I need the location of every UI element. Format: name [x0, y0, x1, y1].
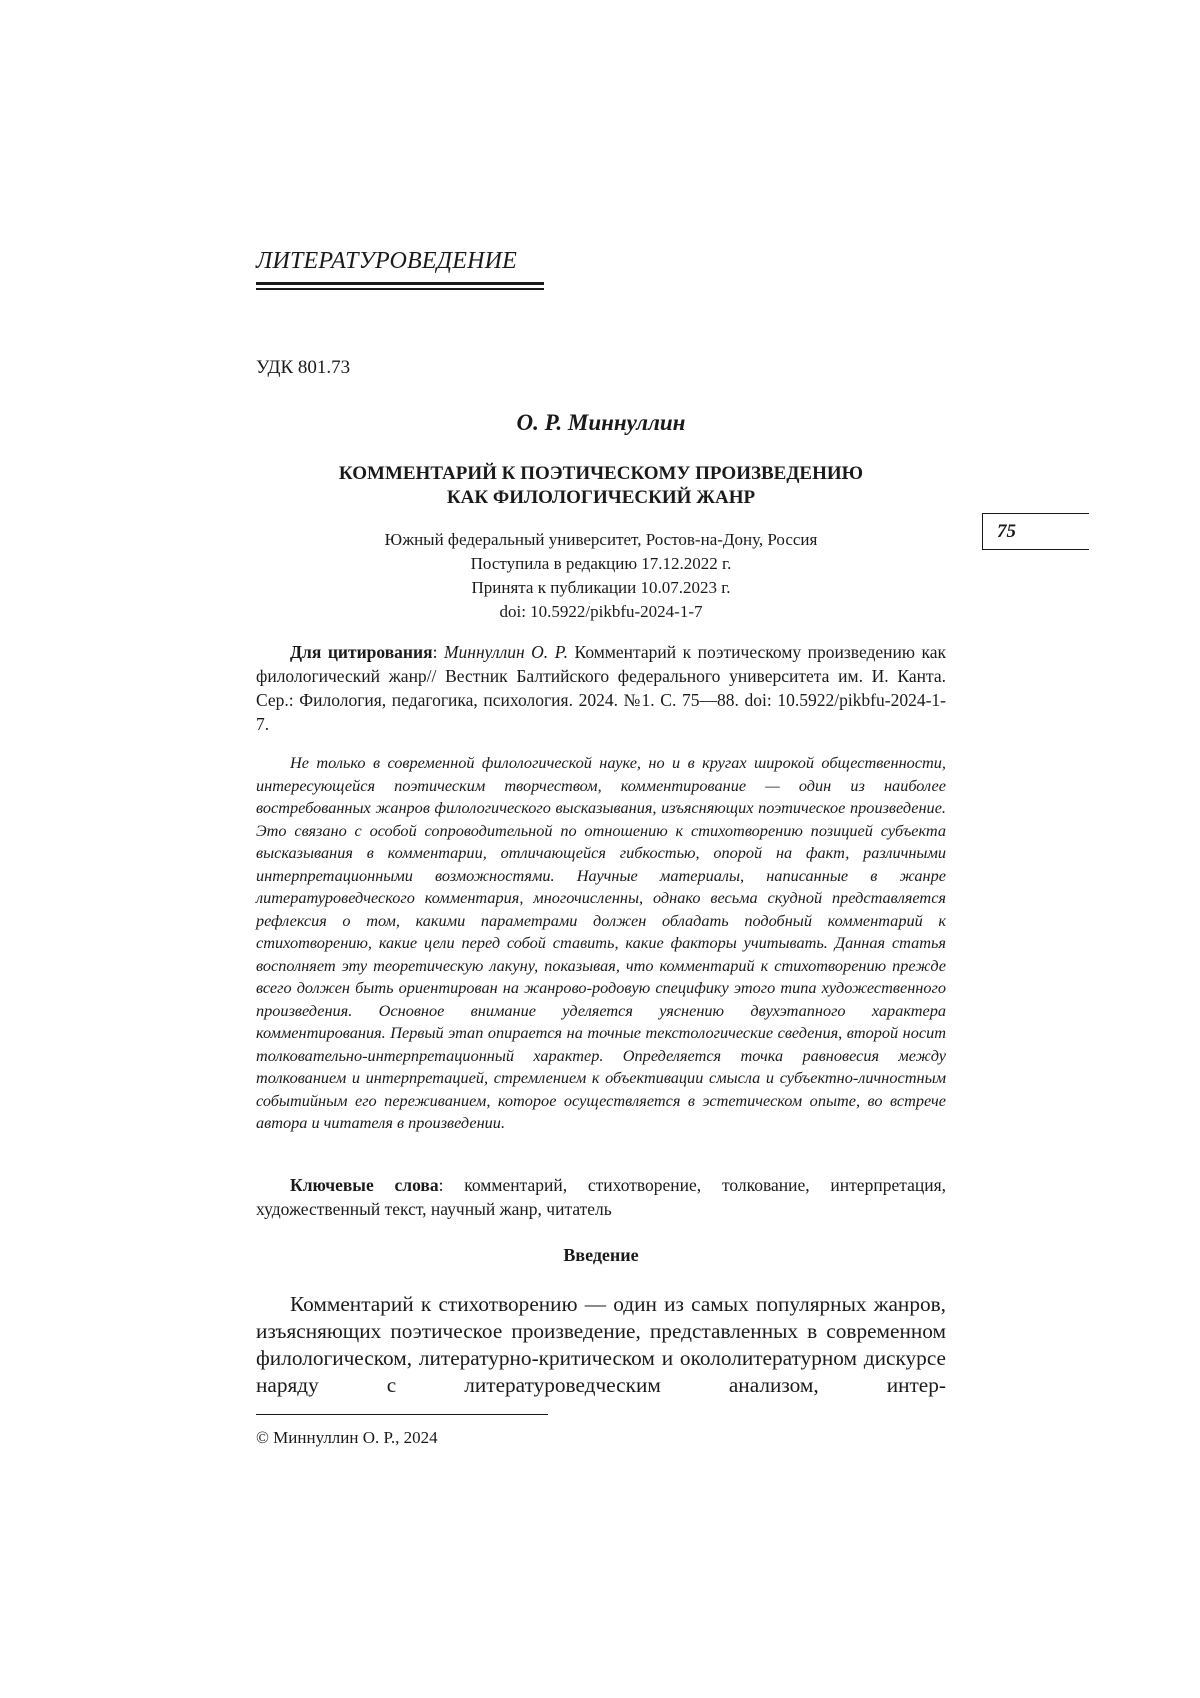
section-rule-thick [256, 282, 544, 285]
page-number: 75 [997, 521, 1016, 542]
citation-text: Комментарий к поэтическому произведению как филологический жанр// Вестник Балтийского федерального университета им. И. Канта. Сер.: Филология, педагогика, психология. 2024. №1. С. 75—88. doi: 10.5922/pikbfu-2024-1-7. [256, 642, 946, 734]
keywords [256, 1173, 946, 1221]
affiliation: Южный федеральный университет, Ростов-на-Дону, Россия [384, 530, 818, 549]
article-title-line: КАК ФИЛОЛОГИЧЕСКИЙ ЖАНР [446, 487, 756, 508]
citation-author: Миннуллин О. Р. [443, 642, 569, 662]
author-name: О. Р. Миннуллин [516, 410, 686, 435]
doi: doi: 10.5922/pikbfu-2024-1-7 [499, 602, 703, 621]
article-title-line: КОММЕНТАРИЙ К ПОЭТИЧЕСКОМУ ПРОИЗВЕДЕНИЮ [338, 463, 864, 484]
introduction-text: Комментарий к стихотворению — один из самых популярных жанров, изъясняющих поэтическое произведение, представленных в современном филологическом, литературно-критическом и окололитературном дискурсе наряду с литературоведческим анализом, интер- [256, 1292, 946, 1397]
introduction-heading: Введение [563, 1245, 639, 1265]
article-meta [256, 528, 946, 624]
citation-label: Для цитирования [290, 642, 433, 662]
section-heading: ЛИТЕРАТУРОВЕДЕНИЕ [256, 248, 518, 274]
abstract: Не только в современной филологической науке, но и в кругах широкой общественности, интересующейся поэтическим творчеством, комментирование — один из наиболее востребованных жанров филологического высказывания, изъясняющих поэтическое произведение. Это связано с особой сопроводительной по отношению к стихотворению позицией субъекта высказывания в комментарии, отличающейся гибкостью, опорой на факт, различными интерпретационными возможностями. Научные материалы, написанные в жанре литературоведческого комментария, многочисленны, однако весьма скудной представляется рефлексия о том, какими параметрами должен обладать подобный комментарий к стихотворению, какие цели перед собой ставить, какие факторы учитывать. Данная статья восполняет эту теоретическую лакуну, показывая, что комментарий к стихотворению прежде всего должен быть ориентирован на жанрово-родовую специфику этого типа художественного произведения. Основное внимание уделяется уяснению двухэтапного характера комментирования. Первый этап опирается на точные текстологические сведения, второй носит толковательно-интерпретационный характер. Определяется точка равновесия между толкованием и интерпретацией, стремлением к объективации смысла и субъектно-личностным событийным его переживанием, которое осуществляется в эстетическом опыте, во встрече автора и читателя в произведении. [256, 753, 946, 1132]
footnote-rule [256, 1414, 548, 1415]
keywords-label: Ключевые слова [290, 1175, 439, 1195]
copyright-footnote: © Миннуллин О. Р., 2024 [256, 1428, 438, 1447]
section-rule-thin [256, 288, 544, 290]
accepted-date: Принята к публикации 10.07.2023 г. [471, 578, 731, 597]
citation: Для цитирования: Миннуллин О. Р. Комментарий к поэтическому произведению как филологический жанр// Вестник Балтийского федерального университета им. И. Канта. Сер.: Филология, педагогика, психология. 2024. №1. С. 75—88. doi: 10.5922/pikbfu-2024-1-7. [256, 642, 946, 734]
udk-code: УДК 801.73 [256, 357, 351, 378]
received-date: Поступила в редакцию 17.12.2022 г. [470, 554, 732, 573]
keywords-text: : комментарий, стихотворение, толкование, интерпретация, художественный текст, научный жанр, читатель [256, 1175, 946, 1219]
article-title [256, 462, 946, 510]
page-number-box [982, 513, 1089, 550]
